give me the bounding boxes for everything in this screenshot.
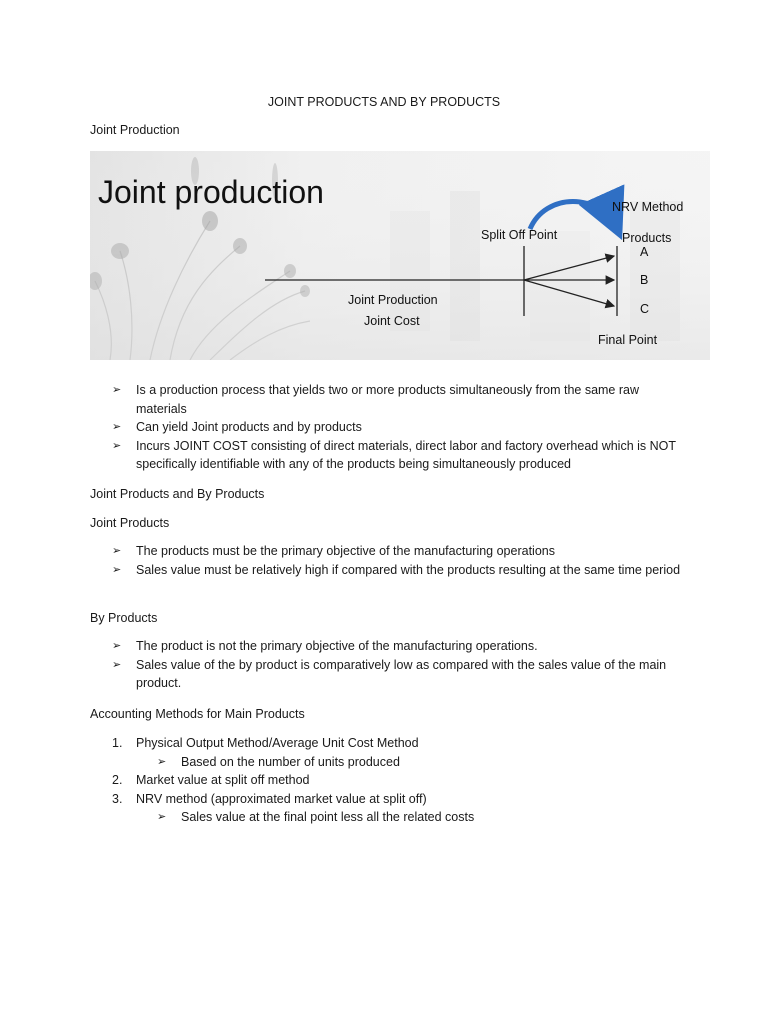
list-item: ➢ Sales value must be relatively high if compared with the products resulting at the same time period <box>112 561 692 580</box>
list-item: 3. NRV method (approximated market value at split off) <box>112 791 427 806</box>
arrow-bullet-icon: ➢ <box>112 658 122 671</box>
by-products-bullet-list <box>112 637 692 693</box>
joint-production-heading: Joint Production <box>90 123 180 137</box>
arrow-bullet-icon: ➢ <box>112 563 122 576</box>
document-title: JOINT PRODUCTS AND BY PRODUCTS <box>267 95 501 109</box>
arrow-bullet-icon: ➢ <box>157 811 167 823</box>
joint-cost-label: Joint Cost <box>364 314 420 328</box>
sub-list-item: ➢ Sales value at the final point less all the related costs <box>112 808 692 827</box>
final-point-label: Final Point <box>598 333 658 347</box>
product-b-label: B <box>640 273 649 287</box>
arrow-bullet-icon: ➢ <box>157 755 167 768</box>
joint-products-heading: Joint Products <box>90 516 170 530</box>
list-item: ➢ The products must be the primary objective of the manufacturing operations <box>112 542 692 561</box>
list-item: ➢ The product is not the primary objective of the manufacturing operations. <box>112 637 692 656</box>
products-label: Products <box>622 231 672 245</box>
arrow-bullet-icon: ➢ <box>112 545 122 557</box>
joint-production-bullet-list <box>112 381 692 474</box>
nrv-method-label: NRV Method <box>612 200 684 214</box>
joint-production-figure <box>90 151 710 360</box>
arrow-bullet-icon: ➢ <box>112 384 122 396</box>
by-products-heading: By Products <box>90 611 158 625</box>
list-item: ➢ Incurs JOINT COST consisting of direct materials, direct labor and factory overhead which is NOT specifically identifiable with any of the products being simultaneously produced <box>112 438 676 471</box>
joint-production-diagram <box>90 151 710 360</box>
product-a-label: A <box>640 245 649 259</box>
accounting-methods-heading: Accounting Methods for Main Products <box>90 707 305 721</box>
split-off-point-label: Split Off Point <box>481 228 558 242</box>
accounting-methods-list <box>112 734 692 827</box>
list-item: ➢ Sales value of the by product is comparatively low as compared with the sales value of the main product. <box>112 657 667 690</box>
arrow-bullet-icon: ➢ <box>112 421 122 433</box>
figure-title: Joint production <box>98 174 324 210</box>
arrow-bullet-icon: ➢ <box>112 439 122 452</box>
product-c-label: C <box>640 302 650 316</box>
list-item: 2. Market value at split off method <box>112 773 310 787</box>
joint-and-by-products-heading: Joint Products and By Products <box>90 487 265 501</box>
list-item: ➢ Is a production process that yields two or more products simultaneously from the same raw materials <box>112 383 639 416</box>
joint-production-label: Joint Production <box>348 293 438 307</box>
list-item: 1. Physical Output Method/Average Unit Cost Method <box>112 736 419 750</box>
arrow-bullet-icon: ➢ <box>112 640 122 652</box>
list-item: ➢ Can yield Joint products and by products <box>112 418 692 437</box>
sub-list-item: ➢ Based on the number of units produced <box>112 753 692 772</box>
joint-products-bullet-list <box>112 542 692 579</box>
